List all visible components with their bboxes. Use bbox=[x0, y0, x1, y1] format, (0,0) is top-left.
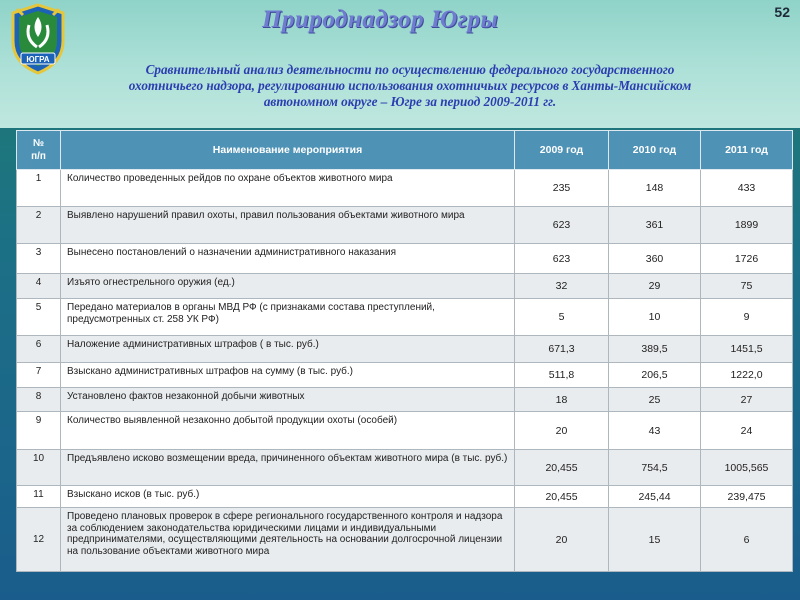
row-number: 11 bbox=[17, 486, 61, 508]
row-2011: 27 bbox=[701, 388, 793, 412]
row-2009: 5 bbox=[515, 299, 609, 336]
coat-of-arms-icon bbox=[7, 3, 69, 75]
row-number: 3 bbox=[17, 244, 61, 274]
row-2011: 1451,5 bbox=[701, 336, 793, 363]
row-2011: 1222,0 bbox=[701, 363, 793, 388]
subtitle-line: автономном округе – Югре за период 2009-2011 гг. bbox=[263, 94, 557, 109]
row-number: 2 bbox=[17, 207, 61, 244]
row-2009: 511,8 bbox=[515, 363, 609, 388]
table-row bbox=[17, 207, 793, 244]
row-name: Вынесено постановлений о назначении административного наказания bbox=[61, 244, 515, 274]
table-row bbox=[17, 244, 793, 274]
row-name: Предъявлено исково возмещении вреда, причиненного объектам животного мира (в тыс. руб.) bbox=[61, 450, 515, 486]
table-row bbox=[17, 363, 793, 388]
row-2009: 20 bbox=[515, 508, 609, 572]
table-row bbox=[17, 388, 793, 412]
page-number: 52 bbox=[774, 4, 790, 20]
row-2010: 245,44 bbox=[609, 486, 701, 508]
row-2010: 148 bbox=[609, 170, 701, 207]
row-2009: 20 bbox=[515, 412, 609, 450]
row-2009: 623 bbox=[515, 244, 609, 274]
row-2010: 29 bbox=[609, 274, 701, 299]
subtitle-line: Сравнительный анализ деятельности по осуществлению федерального государственного bbox=[145, 62, 675, 77]
row-2011: 6 bbox=[701, 508, 793, 572]
header-name: Наименование мероприятия bbox=[61, 131, 515, 170]
row-2011: 239,475 bbox=[701, 486, 793, 508]
row-name: Количество проведенных рейдов по охране объектов животного мира bbox=[61, 170, 515, 207]
row-number: 4 bbox=[17, 274, 61, 299]
table-row bbox=[17, 412, 793, 450]
table-row bbox=[17, 450, 793, 486]
row-number: 10 bbox=[17, 450, 61, 486]
header-2009: 2009 год bbox=[515, 131, 609, 170]
row-name: Передано материалов в органы МВД РФ (с признаками состава преступлений, предусмотренных ст. 258 УК РФ) bbox=[61, 299, 515, 336]
header-2010: 2010 год bbox=[609, 131, 701, 170]
row-2009: 623 bbox=[515, 207, 609, 244]
row-2011: 1726 bbox=[701, 244, 793, 274]
row-2011: 9 bbox=[701, 299, 793, 336]
row-name: Проведено плановых проверок в сфере регионального государственного контроля и надзора за соблюдением законодательства юридическими лицами и индивидуальными предпринимателями, осуществляющими деятельность на основании долгосрочной лицензии на пользование объектами животного мира bbox=[61, 508, 515, 572]
header-number bbox=[17, 131, 61, 170]
org-title: Природнадзор Югры bbox=[262, 6, 499, 33]
row-2010: 10 bbox=[609, 299, 701, 336]
row-2009: 20,455 bbox=[515, 450, 609, 486]
row-name: Выявлено нарушений правил охоты, правил пользования объектами животного мира bbox=[61, 207, 515, 244]
slide-subtitle bbox=[70, 62, 750, 110]
row-2011: 1005,565 bbox=[701, 450, 793, 486]
row-name: Установлено фактов незаконной добычи животных bbox=[61, 388, 515, 412]
header-2011: 2011 год bbox=[701, 131, 793, 170]
activity-table-container bbox=[16, 130, 792, 572]
row-2011: 24 bbox=[701, 412, 793, 450]
activity-table bbox=[16, 130, 793, 572]
row-number: 9 bbox=[17, 412, 61, 450]
row-name: Взыскано административных штрафов на сумму (в тыс. руб.) bbox=[61, 363, 515, 388]
row-name: Наложение административных штрафов ( в тыс. руб.) bbox=[61, 336, 515, 363]
table-row bbox=[17, 170, 793, 207]
table-row bbox=[17, 299, 793, 336]
row-2010: 361 bbox=[609, 207, 701, 244]
row-name: Изъято огнестрельного оружия (ед.) bbox=[61, 274, 515, 299]
row-2010: 389,5 bbox=[609, 336, 701, 363]
row-2009: 32 bbox=[515, 274, 609, 299]
header-number-line2: п/п bbox=[31, 151, 46, 162]
table-row bbox=[17, 486, 793, 508]
row-name: Взыскано исков (в тыс. руб.) bbox=[61, 486, 515, 508]
row-number: 1 bbox=[17, 170, 61, 207]
row-2009: 18 bbox=[515, 388, 609, 412]
table-header-row bbox=[17, 131, 793, 170]
row-2011: 75 bbox=[701, 274, 793, 299]
row-2010: 43 bbox=[609, 412, 701, 450]
row-number: 8 bbox=[17, 388, 61, 412]
row-2009: 235 bbox=[515, 170, 609, 207]
table-row bbox=[17, 274, 793, 299]
row-2010: 206,5 bbox=[609, 363, 701, 388]
table-row bbox=[17, 508, 793, 572]
subtitle-line: охотничьего надзора, регулированию использования охотничьих ресурсов в Ханты-Мансийском bbox=[128, 78, 692, 93]
row-2009: 20,455 bbox=[515, 486, 609, 508]
row-2009: 671,3 bbox=[515, 336, 609, 363]
header-number-line1: № bbox=[32, 138, 45, 149]
row-number: 7 bbox=[17, 363, 61, 388]
row-number: 5 bbox=[17, 299, 61, 336]
row-name: Количество выявленной незаконно добытой продукции охоты (особей) bbox=[61, 412, 515, 450]
row-2010: 360 bbox=[609, 244, 701, 274]
row-2010: 15 bbox=[609, 508, 701, 572]
row-2010: 25 bbox=[609, 388, 701, 412]
row-2011: 433 bbox=[701, 170, 793, 207]
row-2011: 1899 bbox=[701, 207, 793, 244]
row-number: 6 bbox=[17, 336, 61, 363]
row-number: 12 bbox=[17, 508, 61, 572]
row-2010: 754,5 bbox=[609, 450, 701, 486]
table-row bbox=[17, 336, 793, 363]
logo-text: ЮГРА bbox=[26, 55, 50, 64]
